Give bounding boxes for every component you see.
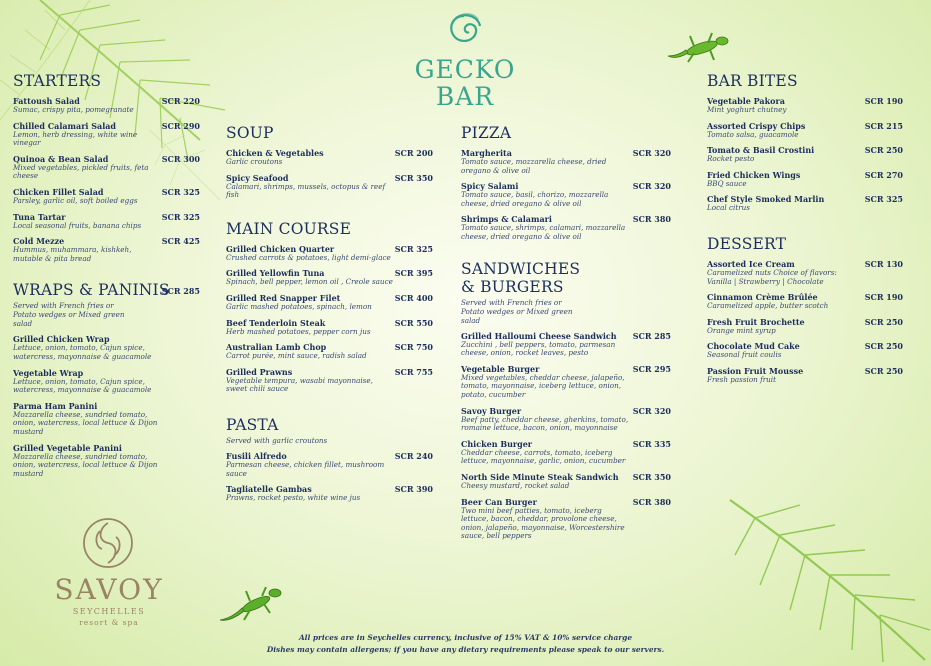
menu-item-name: Parma Ham Panini bbox=[13, 400, 98, 411]
menu-item bbox=[461, 472, 671, 491]
menu-item bbox=[13, 401, 200, 437]
sandwiches-title-line1: SANDWICHES bbox=[461, 259, 581, 278]
menu-item-name: Vegetable Wrap bbox=[13, 367, 84, 378]
menu-item-price: SCR 320 bbox=[632, 405, 671, 416]
menu-item bbox=[707, 259, 903, 286]
menu-item-description: Crushed carrots & potatoes, light demi-glace bbox=[226, 252, 391, 262]
menu-item-name: Chicken Fillet Salad bbox=[13, 186, 104, 197]
menu-item-name: Chicken & Vegetables bbox=[226, 148, 324, 158]
menu-item-description: Cheesy mustard, rocket salad bbox=[461, 480, 570, 490]
menu-item-description: Garlic croutons bbox=[226, 157, 283, 166]
menu-item-description: BBQ sauce bbox=[707, 178, 747, 188]
sandwiches-title-line2: & BURGERS bbox=[461, 277, 564, 296]
menu-item bbox=[461, 331, 671, 358]
starters-list bbox=[13, 96, 200, 263]
menu-item-description: Cheddar cheese, carrots, tomato, iceberg lettuce, mayonnaise, garlic, onion, cucumber bbox=[461, 447, 626, 466]
menu-item-description: Caramelized nuts Choice of flavors: Vanilla | Strawberry | Chocolate bbox=[707, 267, 837, 286]
menu-item-description: Lettuce, onion, tomato, Cajun spice, watercress, mayonnaise & guacamole bbox=[13, 376, 152, 395]
menu-item bbox=[226, 173, 433, 200]
pizza-section bbox=[461, 124, 671, 242]
menu-item-price: SCR 380 bbox=[632, 496, 671, 507]
menu-item-price: SCR 250 bbox=[864, 145, 903, 156]
menu-item-name: Margherita bbox=[461, 148, 512, 158]
wraps-price: SCR 285 bbox=[161, 286, 200, 297]
menu-item-name: Chilled Calamari Salad bbox=[13, 120, 117, 131]
menu-item-name: Fresh Fruit Brochette bbox=[707, 316, 805, 327]
starters-title: STARTERS bbox=[13, 72, 102, 90]
column-center-left bbox=[226, 124, 433, 503]
menu-item-name: Grilled Red Snapper Filet bbox=[226, 292, 341, 303]
main-section bbox=[226, 220, 433, 394]
menu-item bbox=[461, 148, 671, 175]
menu-item bbox=[707, 317, 903, 336]
menu-item-price: SCR 190 bbox=[864, 292, 903, 303]
menu-item-description: Mixed vegetables, cheddar cheese, jalapeño, tomato, mayonnaise, iceberg lettuce, onion, potato, cucumber bbox=[461, 372, 625, 399]
menu-item-price: SCR 425 bbox=[161, 236, 200, 247]
menu-item-name: Shrimps & Calamari bbox=[461, 214, 552, 225]
menu-item bbox=[226, 484, 433, 503]
menu-item-name: Fattoush Salad bbox=[13, 96, 80, 106]
menu-item bbox=[13, 96, 200, 115]
gecko-bar-title-line2: BAR bbox=[435, 82, 495, 111]
menu-item-description: Prawns, rocket pesto, white wine jus bbox=[226, 493, 361, 503]
menu-item bbox=[461, 181, 671, 208]
dessert-title: DESSERT bbox=[707, 234, 787, 253]
menu-item-price: SCR 390 bbox=[394, 484, 433, 495]
menu-item-description: Vegetable tempura, wasabi mayonnaise, sweet chili sauce bbox=[226, 375, 373, 394]
savoy-sub2: resort & spa bbox=[79, 618, 139, 627]
menu-item-price: SCR 550 bbox=[394, 317, 433, 328]
menu-item-price: SCR 200 bbox=[394, 148, 433, 158]
menu-item-name: Grilled Halloumi Cheese Sandwich bbox=[461, 330, 617, 341]
menu-item-price: SCR 240 bbox=[394, 450, 433, 461]
menu-item-description: Tomato salsa, guacamole bbox=[707, 129, 799, 139]
menu-item-description: Tomato sauce, mozzarella cheese, dried oregano & olive oil bbox=[461, 157, 607, 175]
barbites-title: BAR BITES bbox=[707, 72, 798, 90]
menu-item-name: Grilled Vegetable Panini bbox=[13, 442, 122, 453]
pasta-subtitle: Served with garlic croutons bbox=[226, 435, 328, 445]
menu-item bbox=[13, 236, 200, 263]
menu-item-price: SCR 325 bbox=[864, 194, 903, 205]
menu-item-description: Spinach, bell pepper, lemon oil , Creole sauce bbox=[226, 277, 393, 287]
menu-item-description: Lemon, herb dressing, white wine vinegar bbox=[13, 129, 138, 148]
menu-item-name: Beef Tenderloin Steak bbox=[226, 317, 326, 328]
menu-item-price: SCR 325 bbox=[161, 186, 200, 197]
menu-item-description: Orange mint syrup bbox=[707, 325, 776, 335]
savoy-sub1: SEYCHELLES bbox=[72, 607, 146, 616]
menu-item bbox=[13, 121, 200, 148]
menu-item-name: Spicy Seafood bbox=[226, 172, 289, 183]
menu-item-price: SCR 325 bbox=[394, 243, 433, 254]
menu-item bbox=[13, 368, 200, 395]
menu-item-description: Hummus, muhammara, kishkeh, mutable & pita bread bbox=[13, 245, 132, 263]
menu-item-name: Assorted Ice Cream bbox=[707, 258, 795, 269]
menu-item-name: Grilled Prawns bbox=[226, 366, 293, 377]
column-left bbox=[13, 72, 200, 478]
menu-item bbox=[707, 121, 903, 140]
menu-item-name: Spicy Salami bbox=[461, 181, 519, 192]
menu-item bbox=[461, 364, 671, 400]
soup-section bbox=[226, 124, 433, 200]
menu-item-price: SCR 270 bbox=[864, 169, 903, 180]
menu-item-price: SCR 320 bbox=[632, 181, 671, 192]
menu-item-price: SCR 300 bbox=[161, 153, 200, 164]
menu-item-name: Vegetable Pakora bbox=[707, 96, 785, 106]
pasta-title: PASTA bbox=[226, 415, 279, 434]
menu-item-price: SCR 250 bbox=[864, 365, 903, 376]
menu-item-price: SCR 320 bbox=[632, 148, 671, 158]
menu-item-price: SCR 380 bbox=[632, 214, 671, 225]
menu-item-name: Tagliatelle Gambas bbox=[226, 484, 312, 495]
menu-item bbox=[461, 497, 671, 541]
menu-item bbox=[226, 367, 433, 394]
gecko-bar-logo-icon bbox=[442, 10, 486, 54]
menu-item-description: Herb mashed potatoes, pepper corn jus bbox=[226, 326, 371, 336]
menu-item bbox=[226, 293, 433, 312]
menu-item-description: Sumac, crispy pita, pomegranate bbox=[13, 105, 134, 114]
menu-item bbox=[13, 154, 200, 181]
menu-item-price: SCR 325 bbox=[161, 211, 200, 222]
menu-item-name: Cinnamon Crème Brûlée bbox=[707, 292, 818, 303]
wraps-title: WRAPS & PANINIS bbox=[13, 281, 170, 300]
menu-item bbox=[226, 451, 433, 478]
pasta-section bbox=[226, 416, 433, 503]
menu-item-price: SCR 295 bbox=[632, 363, 671, 374]
menu-item-name: Grilled Yellowfin Tuna bbox=[226, 268, 325, 279]
menu-item-price: SCR 130 bbox=[864, 258, 903, 269]
menu-item-name: Grilled Chicken Quarter bbox=[226, 243, 335, 254]
menu-item-name: Fried Chicken Wings bbox=[707, 169, 801, 180]
menu-item-description: Seasonal fruit coulis bbox=[707, 350, 782, 360]
menu-item-description: Mozzarella cheese, sundried tomato, onion, watercress, local lettuce & Dijon mustard bbox=[13, 451, 158, 478]
menu-item bbox=[13, 187, 200, 206]
menu-item bbox=[226, 268, 433, 287]
menu-item-description: Zucchini , bell peppers, tomato, parmesan cheese, onion, rocket leaves, pesto bbox=[461, 339, 616, 358]
menu-item-description: Two mini beef patties, tomato, iceberg lettuce, bacon, cheddar, provolone cheese, onion, jalapeño, mayonnaise, Worcestershire sauce, bell peppers bbox=[461, 505, 625, 541]
menu-item bbox=[13, 212, 200, 231]
main-title: MAIN COURSE bbox=[226, 219, 352, 238]
menu-item-price: SCR 335 bbox=[632, 438, 671, 449]
pizza-title: PIZZA bbox=[461, 124, 512, 142]
gecko-bar-title-line1: GECKO bbox=[414, 55, 516, 84]
menu-item-description: Beef patty, cheddar cheese, gherkins, tomato, romaine lettuce, bacon, onion, mayonnaise bbox=[461, 414, 629, 433]
menu-item bbox=[707, 96, 903, 115]
menu-item-description: Carrot purée, mint sauce, radish salad bbox=[226, 351, 367, 361]
pizza-list bbox=[461, 148, 671, 242]
menu-item bbox=[707, 341, 903, 360]
menu-item-description: Local citrus bbox=[707, 203, 750, 213]
menu-item-name: Tomato & Basil Crostini bbox=[707, 145, 815, 156]
menu-item-name: Chicken Burger bbox=[461, 438, 533, 449]
menu-item-price: SCR 750 bbox=[394, 342, 433, 353]
footer-line2: Dishes may contain allergens; if you have any dietary requirements please speak to our servers. bbox=[266, 645, 665, 654]
menu-item-description: Fresh passion fruit bbox=[707, 374, 776, 384]
sandwiches-list bbox=[461, 331, 671, 541]
menu-item bbox=[13, 334, 200, 361]
wraps-section bbox=[13, 281, 200, 478]
menu-item-price: SCR 350 bbox=[632, 471, 671, 482]
menu-item-description: Parsley, garlic oil, soft boiled eggs bbox=[13, 195, 138, 205]
soup-list bbox=[226, 148, 433, 200]
menu-item bbox=[461, 214, 671, 241]
menu-item-price: SCR 755 bbox=[394, 366, 433, 377]
menu-item-price: SCR 250 bbox=[864, 341, 903, 352]
menu-item bbox=[226, 318, 433, 337]
wraps-subtitle: Served with French fries or Potato wedges or Mixed green salad bbox=[13, 301, 125, 329]
starters-section bbox=[13, 72, 200, 263]
menu-item-price: SCR 220 bbox=[161, 96, 200, 106]
menu-item bbox=[461, 439, 671, 466]
menu-item bbox=[707, 170, 903, 189]
menu-item bbox=[461, 406, 671, 433]
menu-item-price: SCR 290 bbox=[161, 120, 200, 131]
gecko-icon-bottom bbox=[218, 582, 294, 626]
menu-item-description: Rocket pesto bbox=[707, 154, 755, 164]
menu-item bbox=[13, 443, 200, 479]
menu-item-price: SCR 350 bbox=[394, 172, 433, 183]
menu-item-description: Calamari, shrimps, mussels, octopus & reef fish bbox=[226, 181, 386, 200]
menu-item-description: Mozzarella cheese, sundried tomato, onion, watercress, local lettuce & Dijon mustard bbox=[13, 409, 158, 436]
main-list bbox=[226, 244, 433, 394]
menu-item-description: Garlic mashed potatoes, spinach, lemon bbox=[226, 301, 372, 311]
menu-item-name: Australian Lamb Chop bbox=[226, 342, 327, 353]
menu-item-price: SCR 250 bbox=[864, 316, 903, 327]
sandwiches-section bbox=[461, 260, 671, 541]
footer-line1: All prices are in Seychelles currency, inclusive of 15% VAT & 10% service charge bbox=[298, 633, 633, 642]
menu-item-name: Quinoa & Bean Salad bbox=[13, 153, 109, 164]
menu-item-name: Beer Can Burger bbox=[461, 496, 537, 507]
dessert-list bbox=[707, 259, 903, 385]
menu-item-description: Lettuce, onion, tomato, Cajun spice, watercress, mayonnaise & guacamole bbox=[13, 343, 152, 361]
menu-item-name: Passion Fruit Mousse bbox=[707, 365, 804, 376]
sandwiches-subtitle: Served with French fries or Potato wedges or Mixed green salad bbox=[461, 297, 573, 325]
gecko-icon-top bbox=[664, 26, 742, 74]
menu-item bbox=[707, 194, 903, 213]
column-right bbox=[707, 72, 903, 385]
menu-item bbox=[707, 366, 903, 385]
wraps-list bbox=[13, 334, 200, 478]
column-center-right bbox=[461, 124, 671, 541]
menu-item-price: SCR 190 bbox=[864, 96, 903, 106]
menu-item bbox=[707, 145, 903, 164]
pasta-list bbox=[226, 451, 433, 503]
menu-item-description: Mixed vegetables, pickled fruits, feta cheese bbox=[13, 162, 149, 181]
menu-item-name: Fusili Alfredo bbox=[226, 450, 287, 461]
dessert-section bbox=[707, 235, 903, 385]
menu-item-price: SCR 395 bbox=[394, 268, 433, 279]
menu-item-name: Assorted Crispy Chips bbox=[707, 120, 806, 131]
menu-item-description: Parmesan cheese, chicken fillet, mushroom sauce bbox=[226, 459, 385, 478]
soup-title: SOUP bbox=[226, 124, 274, 142]
menu-item-name: North Side Minute Steak Sandwich bbox=[461, 471, 619, 482]
menu-item-description: Caramelized apple, butter scotch bbox=[707, 301, 829, 311]
menu-item-description: Tomato sauce, shrimps, calamari, mozzarella cheese, dried oregano & olive oil bbox=[461, 223, 626, 241]
savoy-logo-icon bbox=[80, 515, 136, 571]
barbites-section bbox=[707, 72, 903, 213]
barbites-list bbox=[707, 96, 903, 213]
menu-item-name: Chocolate Mud Cake bbox=[707, 341, 800, 352]
menu-item-description: Tomato sauce, basil, chorizo, mozzarella cheese, dried oregano & olive oil bbox=[461, 190, 609, 208]
menu-item bbox=[226, 342, 433, 361]
menu-item-price: SCR 215 bbox=[864, 120, 903, 131]
menu-item-name: Grilled Chicken Wrap bbox=[13, 334, 110, 345]
menu-item-description: Local seasonal fruits, banana chips bbox=[13, 220, 142, 230]
menu-item-price: SCR 285 bbox=[632, 330, 671, 341]
menu-item-description: Mint yoghurt chutney bbox=[707, 105, 787, 114]
menu-item-price: SCR 400 bbox=[394, 292, 433, 303]
menu-item bbox=[226, 148, 433, 167]
menu-item-name: Cold Mezze bbox=[13, 236, 65, 247]
menu-item-name: Tuna Tartar bbox=[13, 211, 66, 222]
menu-item bbox=[226, 244, 433, 263]
menu-item bbox=[707, 292, 903, 311]
menu-item-name: Vegetable Burger bbox=[461, 363, 540, 374]
menu-item-name: Chef Style Smoked Marlin bbox=[707, 194, 825, 205]
menu-item-name: Savoy Burger bbox=[461, 405, 522, 416]
savoy-name: SAVOY bbox=[54, 573, 164, 606]
